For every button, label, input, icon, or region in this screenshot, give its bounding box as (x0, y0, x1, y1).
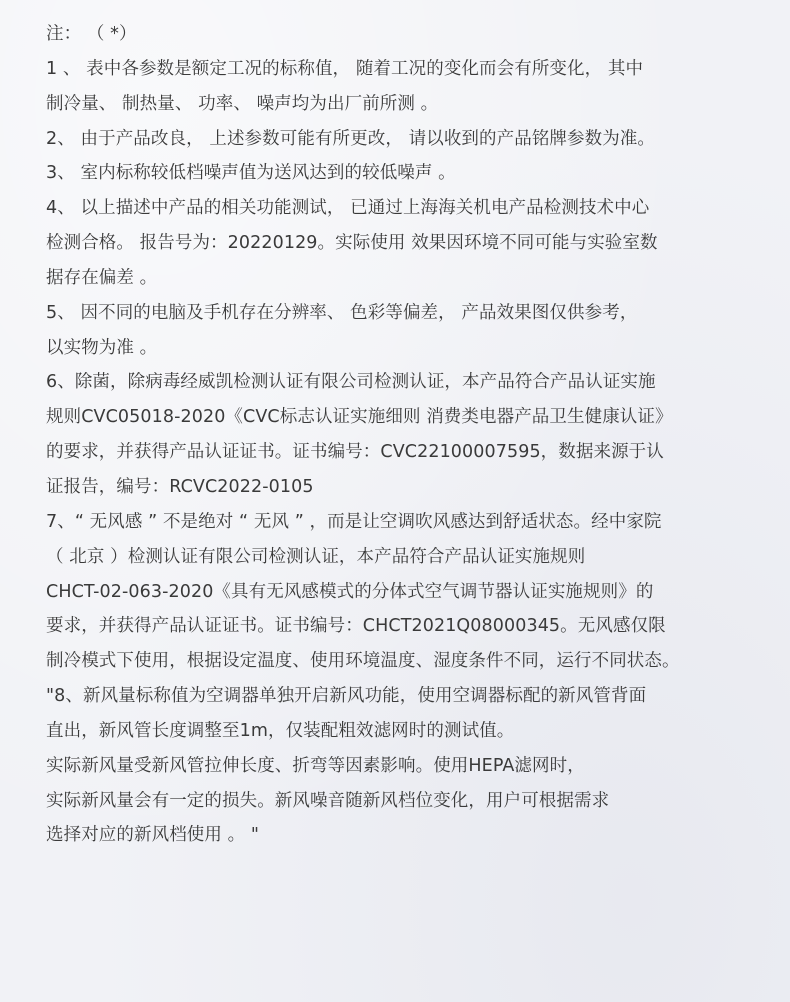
note-line: 据存在偏差 。 (46, 267, 158, 288)
note-line: 7、“ 无风感 ” 不是绝对 “ 无风 ” ，而是让空调吹风感达到舒适状态。经中家院 (46, 511, 662, 532)
notes-heading: 注： （ *） (46, 24, 137, 44)
note-line: 直出，新风管长度调整至1m，仅装配粗效滤网时的测试值。 (46, 720, 515, 741)
note-line: 实际新风量受新风管拉伸长度、折弯等因素影响。使用HEPA滤网时， (46, 755, 585, 776)
note-line: 6、除菌，除病毒经威凯检测认证有限公司检测认证，本产品符合产品认证实施 (46, 372, 656, 393)
note-line: 制冷模式下使用，根据设定温度、使用环境温度、湿度条件不同，运行不同状态。 (46, 651, 680, 672)
note-line: 实际新风量会有一定的损失。新风噪音随新风档位变化，用户可根据需求 (46, 790, 610, 811)
note-line: 规则CVC05018-2020《CVC标志认证实施细则 消费类电器产品卫生健康认证》 (46, 407, 673, 428)
note-line: （ 北京 ）检测认证有限公司检测认证，本产品符合产品认证实施规则 (46, 546, 586, 567)
note-line: CHCT-02-063-2020《具有无风感模式的分体式空气调节器认证实施规则》的 (46, 581, 654, 602)
note-line: 以实物为准 。 (46, 337, 158, 358)
note-line: 2、 由于产品改良， 上述参数可能有所更改， 请以收到的产品铭牌参数为准。 (46, 128, 656, 149)
note-line: 要求，并获得产品认证证书。证书编号：CHCT2021Q08000345。无风感仅限 (46, 616, 666, 637)
note-line: 检测合格。 报告号为：20220129。实际使用 效果因环境不同可能与实验室数 (46, 233, 658, 254)
note-line: 证报告，编号：RCVC2022-0105 (46, 476, 314, 497)
notes-text-block (46, 17, 790, 853)
note-line: 的要求，并获得产品认证证书。证书编号：CVC22100007595，数据来源于认 (46, 442, 664, 463)
note-line: "8、新风量标称值为空调器单独开启新风功能，使用空调器标配的新风管背面 (46, 686, 647, 707)
note-line: 1 、 表中各参数是额定工况的标称值， 随着工况的变化而会有所变化， 其中 (46, 58, 644, 79)
note-line: 5、 因不同的电脑及手机存在分辨率、 色彩等偏差， 产品效果图仅供参考， (46, 302, 638, 323)
note-line: 选择对应的新风档使用 。 " (46, 825, 260, 846)
note-line: 制冷量、 制热量、 功率、 噪声均为出厂前所测 。 (46, 93, 439, 114)
note-line: 4、 以上描述中产品的相关功能测试， 已通过上海海关机电产品检测技术中心 (46, 198, 650, 219)
note-line: 3、 室内标称较低档噪声值为送风达到的较低噪声 。 (46, 163, 456, 184)
